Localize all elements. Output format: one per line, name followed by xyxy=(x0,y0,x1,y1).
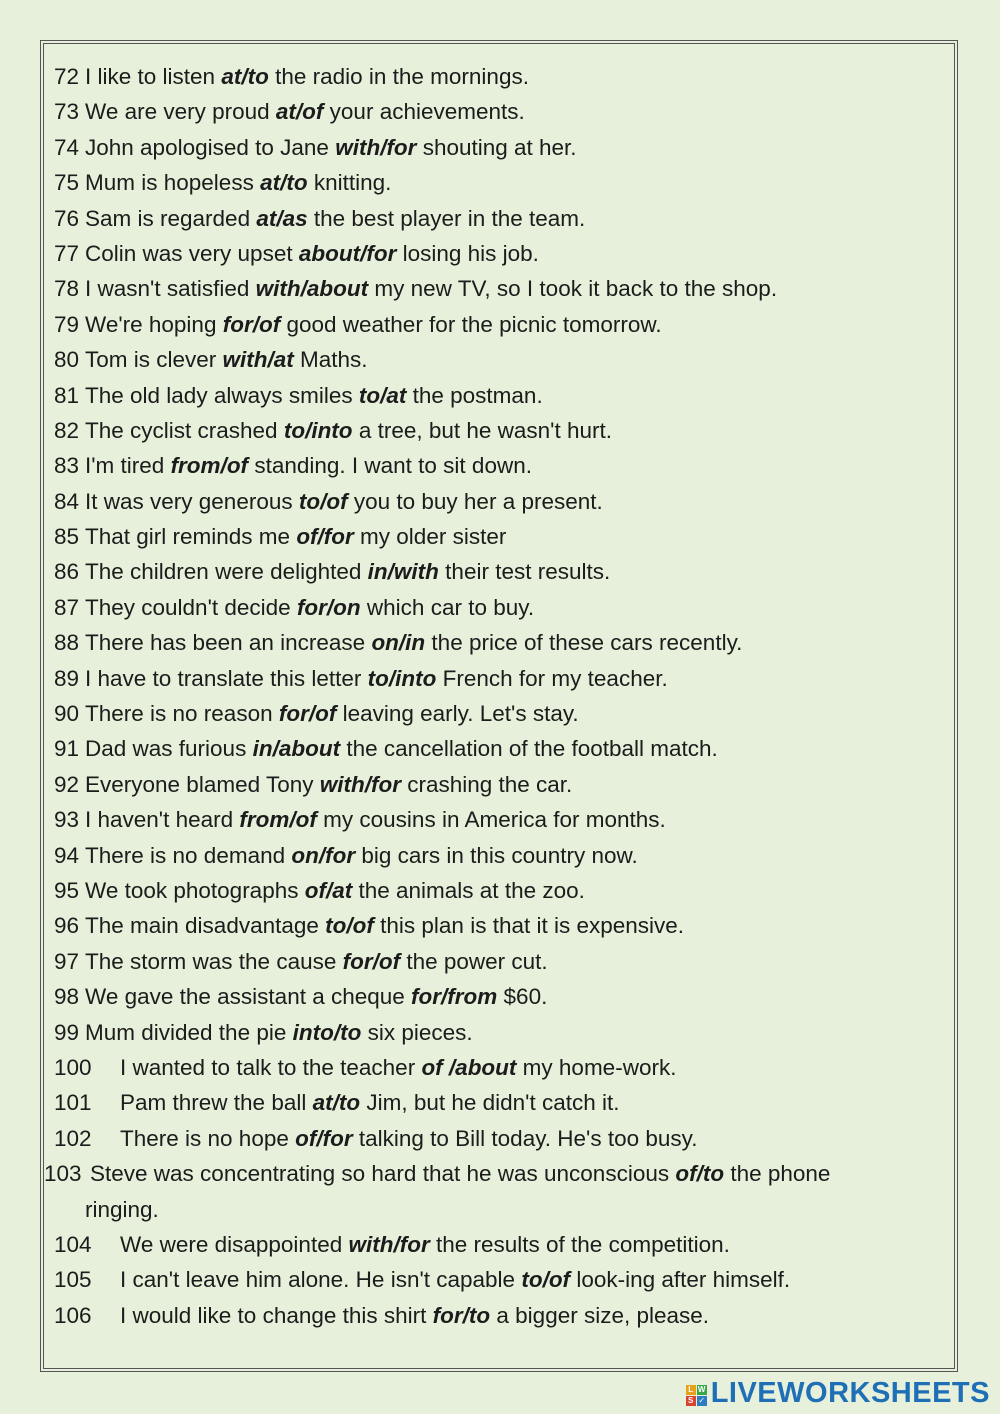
logo-tile: ✓ xyxy=(698,1395,706,1405)
item-sentence xyxy=(90,1156,830,1191)
item-sentence xyxy=(85,944,548,979)
answer-options[interactable]: in/about xyxy=(252,736,341,762)
item-number: 86 xyxy=(54,559,80,585)
exercise-item xyxy=(44,908,944,943)
item-sentence xyxy=(85,342,368,377)
item-number: 76 xyxy=(54,205,80,231)
sentence-end: a tree, but he wasn't hurt. xyxy=(352,417,613,443)
item-number: 84 xyxy=(54,488,80,514)
item-number: 100 xyxy=(54,1054,92,1080)
exercise-item xyxy=(44,413,944,448)
item-sentence xyxy=(85,448,532,483)
item-sentence xyxy=(85,838,638,873)
sentence-end: you to buy her a present. xyxy=(347,488,603,514)
sentence-end: the phone xyxy=(724,1161,831,1187)
sentence-end: Jim, but he didn't catch it. xyxy=(360,1090,620,1116)
item-number: 91 xyxy=(54,736,80,762)
answer-options[interactable]: with/about xyxy=(255,276,369,302)
answer-options[interactable]: to/into xyxy=(367,665,437,691)
item-number: 75 xyxy=(54,170,80,196)
item-sentence xyxy=(85,590,534,625)
item-number: 77 xyxy=(54,240,80,266)
item-sentence xyxy=(120,1050,676,1085)
sentence-end: standing. I want to sit down. xyxy=(248,453,532,479)
item-sentence xyxy=(120,1121,698,1156)
sentence-end: losing his job. xyxy=(396,240,539,266)
sentence-start: We took photographs xyxy=(85,877,305,903)
sentence-start: We are very proud xyxy=(85,99,276,125)
item-number: 96 xyxy=(54,913,80,939)
item-number: 81 xyxy=(54,382,80,408)
exercise-item xyxy=(44,307,944,342)
exercise-item xyxy=(44,378,944,413)
sentence-end: look-ing after himself. xyxy=(570,1267,791,1293)
item-number: 95 xyxy=(54,877,80,903)
sentence-start: They couldn't decide xyxy=(85,594,297,620)
item-number: 73 xyxy=(54,99,80,125)
sentence-end: your achievements. xyxy=(323,99,525,125)
sentence-start: John apologised to Jane xyxy=(85,134,336,160)
sentence-start: Mum divided the pie xyxy=(85,1019,293,1045)
item-sentence xyxy=(85,625,742,660)
item-number: 79 xyxy=(54,311,80,337)
sentence-start: The cyclist crashed xyxy=(85,417,284,443)
exercise-item xyxy=(44,1085,944,1120)
answer-options[interactable]: for/to xyxy=(432,1302,491,1328)
answer-options[interactable]: with/for xyxy=(335,134,417,160)
item-number: 104 xyxy=(54,1231,92,1257)
answer-options[interactable]: for/of xyxy=(342,948,401,974)
sentence-end: the cancellation of the football match. xyxy=(340,736,718,762)
item-sentence xyxy=(120,1227,730,1262)
answer-options[interactable]: for/on xyxy=(296,594,361,620)
exercise-item xyxy=(44,165,944,200)
sentence-end: my cousins in America for months. xyxy=(316,807,666,833)
answer-options[interactable]: to/of xyxy=(325,913,374,939)
exercise-item xyxy=(44,944,944,979)
item-number: 85 xyxy=(54,524,80,550)
answer-options[interactable]: from/of xyxy=(239,807,317,833)
sentence-start: We gave the assistant a cheque xyxy=(85,984,412,1010)
answer-options[interactable]: on/for xyxy=(291,842,356,868)
exercise-list xyxy=(44,59,944,1333)
item-number: 82 xyxy=(54,417,80,443)
answer-options[interactable]: in/with xyxy=(367,559,439,585)
item-sentence xyxy=(85,378,543,413)
item-sentence xyxy=(85,731,718,766)
item-sentence xyxy=(85,767,572,802)
answer-options[interactable]: to/into xyxy=(283,417,353,443)
item-number: 102 xyxy=(54,1125,92,1151)
sentence-end: knitting. xyxy=(307,170,392,196)
item-sentence xyxy=(120,1298,709,1333)
answer-options[interactable]: for/of xyxy=(278,701,337,727)
sentence-start: The storm was the cause xyxy=(85,948,343,974)
exercise-item xyxy=(44,271,944,306)
item-sentence xyxy=(85,554,610,589)
sentence-end: the animals at the zoo. xyxy=(352,877,585,903)
exercise-item xyxy=(44,342,944,377)
sentence-start: Pam threw the ball xyxy=(120,1090,313,1116)
sentence-start: I have to translate this letter xyxy=(85,665,368,691)
logo-tile: W xyxy=(697,1384,706,1394)
sentence-start: There is no reason xyxy=(85,701,279,727)
item-sentence xyxy=(85,1015,473,1050)
sentence-end: the radio in the mornings. xyxy=(268,64,529,89)
exercise-item xyxy=(44,554,944,589)
sentence-end: big cars in this country now. xyxy=(355,842,638,868)
item-number: 89 xyxy=(54,665,80,691)
item-number: 103 xyxy=(44,1161,82,1187)
exercise-item xyxy=(44,838,944,873)
item-sentence xyxy=(85,165,391,200)
sentence-end: which car to buy. xyxy=(360,594,535,620)
sentence-start: I like to listen xyxy=(85,64,222,89)
item-sentence xyxy=(85,236,539,271)
item-sentence xyxy=(85,271,777,306)
sentence-start: Mum is hopeless xyxy=(85,170,261,196)
item-number: 99 xyxy=(54,1019,80,1045)
item-number: 78 xyxy=(54,276,80,302)
item-number: 98 xyxy=(54,984,80,1010)
logo-tile: S xyxy=(686,1396,696,1406)
sentence-end: my home-work. xyxy=(516,1054,677,1080)
exercise-item xyxy=(44,1156,944,1191)
sentence-start: Colin was very upset xyxy=(85,240,299,266)
sentence-start: I wanted to talk to the teacher xyxy=(120,1054,422,1080)
answer-options[interactable]: to/of xyxy=(298,488,348,514)
answer-options[interactable]: of /about xyxy=(421,1054,517,1080)
item-sentence xyxy=(85,59,529,94)
item-number: 87 xyxy=(54,594,80,620)
exercise-item xyxy=(44,1050,944,1085)
exercise-item xyxy=(44,1298,944,1333)
sentence-start: We were disappointed xyxy=(120,1231,349,1257)
sentence-start: I would like to change this shirt xyxy=(120,1302,433,1328)
liveworksheets-logo-icon xyxy=(686,1385,707,1406)
sentence-end: crashing the car. xyxy=(400,771,573,797)
exercise-item xyxy=(44,767,944,802)
exercise-item xyxy=(44,696,944,731)
exercise-item xyxy=(44,1227,944,1262)
logo-tile: L xyxy=(686,1385,696,1395)
exercise-item xyxy=(44,94,944,129)
item-sentence xyxy=(120,1085,620,1120)
sentence-end: a bigger size, please. xyxy=(490,1302,710,1328)
sentence-start: The children were delighted xyxy=(85,559,368,585)
sentence-end: Maths. xyxy=(293,347,368,373)
item-sentence xyxy=(85,873,585,908)
exercise-item xyxy=(44,448,944,483)
item-number: 90 xyxy=(54,701,80,727)
item-sentence xyxy=(85,94,525,129)
answer-options[interactable]: of/for xyxy=(295,1125,353,1151)
item-sentence xyxy=(120,1262,790,1297)
answer-options[interactable]: to/at xyxy=(358,382,407,408)
answer-options[interactable]: on/in xyxy=(371,630,426,656)
sentence-end: good weather for the picnic tomorrow. xyxy=(280,311,662,337)
sentence-end: the price of these cars recently. xyxy=(425,630,743,656)
sentence-start: Tom is clever xyxy=(85,347,223,373)
sentence-end: the power cut. xyxy=(400,948,548,974)
sentence-end: French for my teacher. xyxy=(436,665,668,691)
item-number: 83 xyxy=(54,453,80,479)
item-number: 74 xyxy=(54,134,80,160)
sentence-end: this plan is that it is expensive. xyxy=(373,913,685,939)
answer-options[interactable]: about/for xyxy=(298,240,397,266)
exercise-item xyxy=(44,661,944,696)
item-sentence xyxy=(85,307,662,342)
sentence-start: I can't leave him alone. He isn't capable xyxy=(120,1267,522,1293)
item-number: 80 xyxy=(54,347,80,373)
item-number: 92 xyxy=(54,771,80,797)
sentence-start: There is no hope xyxy=(120,1125,296,1151)
answer-options[interactable]: at/to xyxy=(260,170,308,196)
answer-options[interactable]: at/to xyxy=(221,64,269,89)
sentence-end: $60. xyxy=(497,984,548,1010)
exercise-item xyxy=(44,1262,944,1297)
sentence-end: six pieces. xyxy=(361,1019,473,1045)
item-sentence xyxy=(85,802,666,837)
answer-options[interactable]: of/to xyxy=(675,1161,725,1187)
answer-options[interactable]: of/for xyxy=(296,524,354,550)
answer-options[interactable]: of/at xyxy=(304,877,353,903)
answer-options[interactable]: at/of xyxy=(275,99,324,125)
exercise-item xyxy=(44,802,944,837)
exercise-item xyxy=(44,731,944,766)
sentence-start: Dad was furious xyxy=(85,736,253,762)
item-sentence xyxy=(85,413,612,448)
item-sentence xyxy=(85,696,579,731)
exercise-item xyxy=(44,519,944,554)
answer-options[interactable]: with/at xyxy=(222,347,294,373)
answer-options[interactable]: with/for xyxy=(319,771,401,797)
sentence-end: the best player in the team. xyxy=(307,205,586,231)
item-number: 88 xyxy=(54,630,80,656)
item-number: 93 xyxy=(54,807,80,833)
item-sentence xyxy=(85,908,684,943)
sentence-end: shouting at her. xyxy=(416,134,577,160)
sentence-start: The old lady always smiles xyxy=(85,382,359,408)
item-sentence xyxy=(85,484,603,519)
sentence-start: I haven't heard xyxy=(85,807,240,833)
item-sentence xyxy=(85,661,668,696)
exercise-item xyxy=(44,590,944,625)
answer-options[interactable]: for/of xyxy=(222,311,281,337)
item-number: 101 xyxy=(54,1090,92,1116)
sentence-start: There is no demand xyxy=(85,842,292,868)
item-number: 106 xyxy=(54,1302,92,1328)
sentence-start: It was very generous xyxy=(85,488,299,514)
sentence-start: The main disadvantage xyxy=(85,913,326,939)
item-number: 94 xyxy=(54,842,80,868)
sentence-start: Steve was concentrating so hard that he was unconscious xyxy=(90,1161,676,1187)
answer-options[interactable]: with/for xyxy=(348,1231,430,1257)
exercise-item xyxy=(44,1121,944,1156)
answer-options[interactable]: for/from xyxy=(411,984,498,1010)
item-sentence xyxy=(85,519,506,554)
item-sentence xyxy=(85,979,547,1014)
brand-name: LIVEWORKSHEETS xyxy=(710,1376,990,1409)
exercise-item xyxy=(44,130,944,165)
sentence-continuation: ringing. xyxy=(85,1196,159,1222)
liveworksheets-brand xyxy=(686,1376,990,1410)
exercise-item xyxy=(44,201,944,236)
answer-options[interactable]: at/as xyxy=(256,205,308,231)
exercise-item xyxy=(44,625,944,660)
sentence-start: There has been an increase xyxy=(85,630,372,656)
sentence-start: I wasn't satisfied xyxy=(85,276,256,302)
sentence-end: my older sister xyxy=(353,524,507,550)
exercise-item xyxy=(44,873,944,908)
sentence-start: Sam is regarded xyxy=(85,205,257,231)
item-sentence xyxy=(85,201,585,236)
item-number: 72 xyxy=(54,64,80,89)
answer-options[interactable]: into/to xyxy=(292,1019,362,1045)
sentence-end: talking to Bill today. He's too busy. xyxy=(352,1125,698,1151)
item-sentence xyxy=(85,130,577,165)
sentence-start: We're hoping xyxy=(85,311,223,337)
exercise-item xyxy=(44,979,944,1014)
item-number: 105 xyxy=(54,1267,92,1293)
exercise-item xyxy=(44,236,944,271)
sentence-start: Everyone blamed Tony xyxy=(85,771,320,797)
answer-options[interactable]: to/of xyxy=(521,1267,571,1293)
sentence-end: the postman. xyxy=(406,382,543,408)
exercise-item xyxy=(44,1015,944,1050)
exercise-item xyxy=(44,59,944,94)
sentence-end: their test results. xyxy=(438,559,611,585)
sentence-end: leaving early. Let's stay. xyxy=(336,701,579,727)
sentence-end: my new TV, so I took it back to the shop. xyxy=(368,276,778,302)
exercise-item xyxy=(44,484,944,519)
sentence-end: the results of the competition. xyxy=(429,1231,730,1257)
answer-options[interactable]: at/to xyxy=(312,1090,361,1116)
sentence-start: I'm tired xyxy=(85,453,171,479)
sentence-start: That girl reminds me xyxy=(85,524,297,550)
answer-options[interactable]: from/of xyxy=(170,453,249,479)
item-number: 97 xyxy=(54,948,80,974)
